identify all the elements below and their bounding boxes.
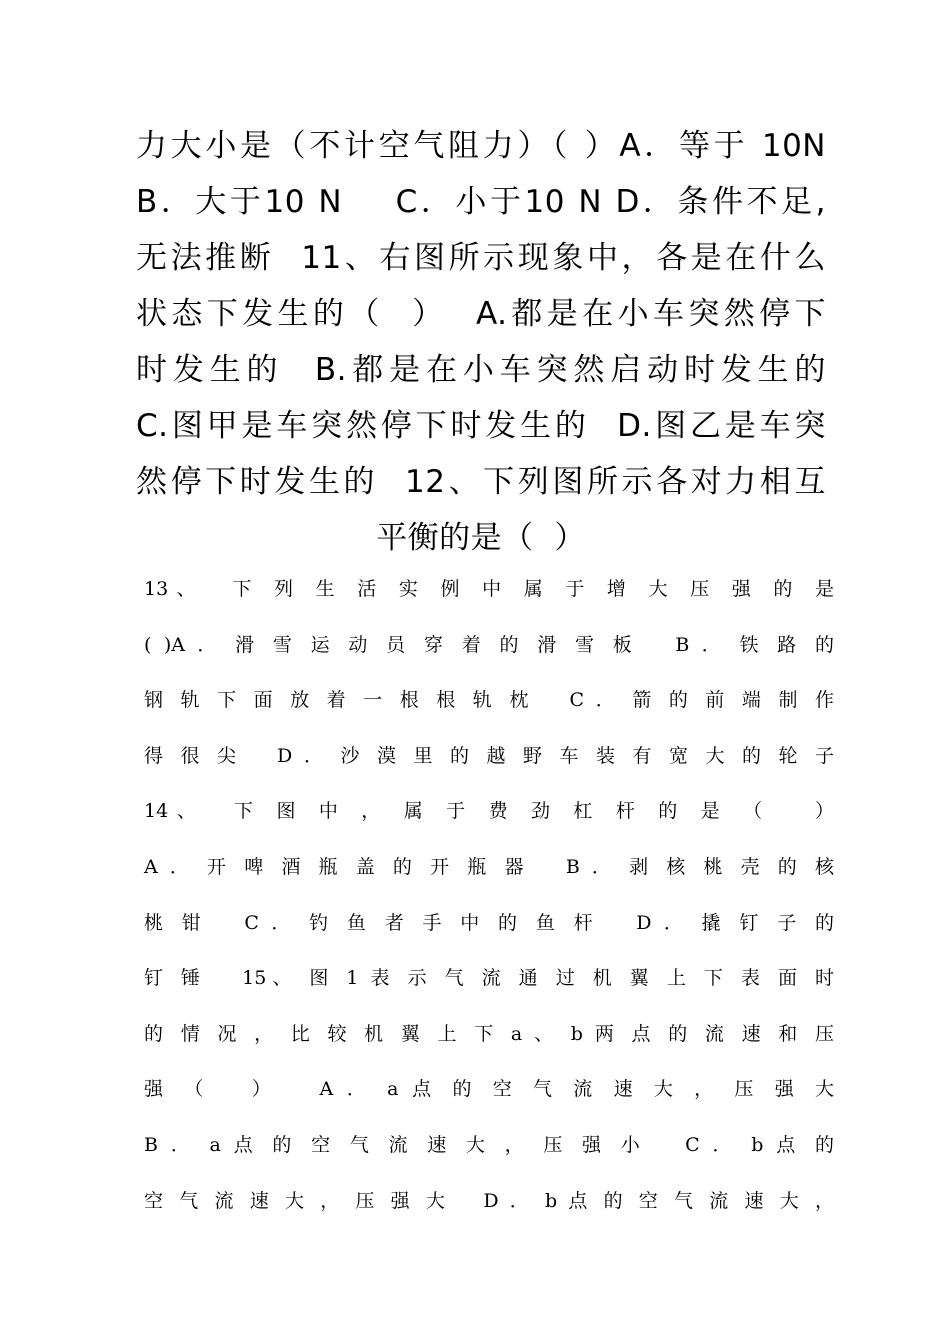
text-line: 得 很 尖 D ． 沙 漠 里 的 越 野 车 装 有 宽 大 的 轮 子 (144, 744, 834, 767)
text-line: 13、 下 列 生 活 实 例 中 属 于 增 大 压 强 的 是 (144, 578, 834, 600)
text-line: 空 气 流 速 大 ， 压 强 大 D ． b 点 的 空 气 流 速 大 ， (144, 1189, 834, 1212)
text-line: 钢 轨 下 面 放 着 一 根 根 轨 枕 C ． 箭 的 前 端 制 作 (144, 689, 834, 712)
text-line: A ． 开 啤 酒 瓶 盖 的 开 瓶 器 B ． 剥 核 桃 壳 的 核 (144, 855, 834, 878)
text-line: 14、 下 图 中 ， 属 于 费 劲 杠 杆 的 是 （ ） (144, 800, 834, 823)
text-line: 钉 锤 15、 图 1 表 示 气 流 通 过 机 翼 上 下 表 面 时 (144, 967, 834, 990)
text-line: ( )A ． 滑 雪 运 动 员 穿 着 的 滑 雪 板 B ． 铁 路 的 (144, 633, 834, 656)
large-text-block (136, 118, 826, 566)
text-line: 平衡的是（ ） (376, 520, 586, 556)
text-line: B．大于10 N C．小于10 N D．条件不足, (136, 184, 826, 220)
text-line: C.图甲是车突然停下时发生的 D.图乙是车突 (136, 408, 826, 444)
text-line: B ． a 点 的 空 气 流 速 大 ， 压 强 小 C ． b 点 的 (144, 1133, 834, 1156)
text-line: 状态下发生的（ ） A.都是在小车突然停下 (136, 296, 826, 332)
text-line: 力大小是（不计空气阻力）（ ）A．等于 10N (136, 128, 826, 164)
text-line: 然停下时发生的 12、下列图所示各对力相互 (136, 464, 826, 500)
small-text-block (144, 562, 834, 1229)
text-line: 强 （ ） A ． a 点 的 空 气 流 速 大 ， 压 强 大 (144, 1078, 834, 1101)
text-line: 桃 钳 C ． 钓 鱼 者 手 中 的 鱼 杆 D ． 撬 钉 子 的 (144, 911, 834, 934)
text-line: 无法推断 11、右图所示现象中，各是在什么 (136, 240, 826, 276)
text-line: 的 情 况 ， 比 较 机 翼 上 下 a 、 b 两 点 的 流 速 和 压 (144, 1022, 834, 1045)
text-line: 时发生的 B.都是在小车突然启动时发生的 (136, 352, 826, 388)
